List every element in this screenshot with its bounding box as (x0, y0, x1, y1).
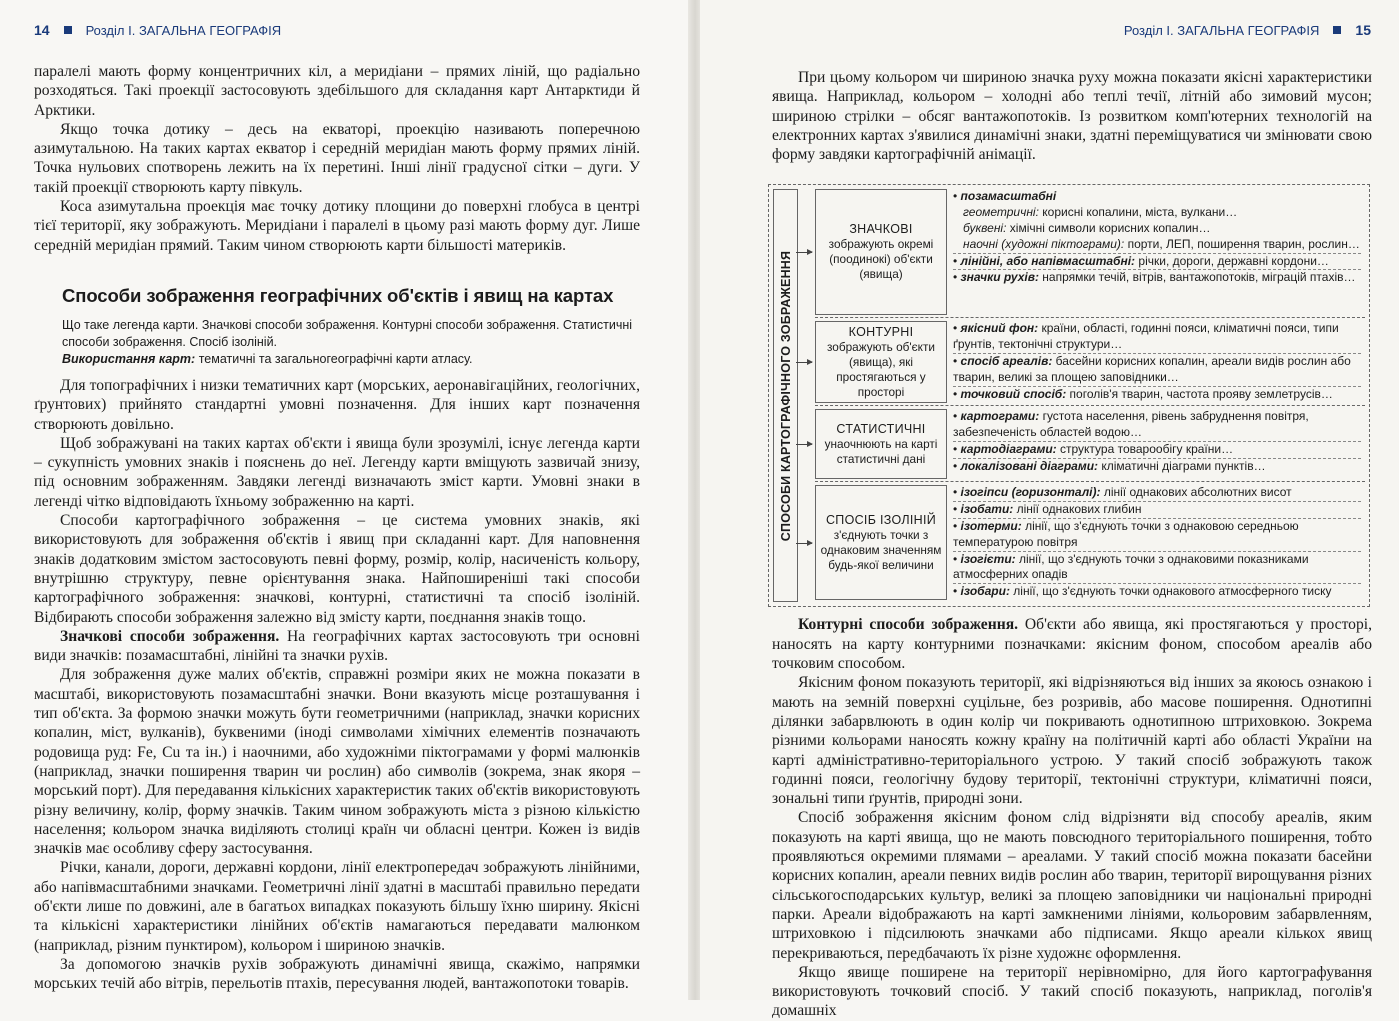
arrow-right-icon (796, 362, 812, 363)
subhead: Контурні способи зображення. (798, 616, 1019, 634)
right-running-head (1124, 22, 1371, 38)
right-running-head-text: Розділ І. ЗАГАЛЬНА ГЕОГРАФІЯ (1123, 23, 1320, 38)
list-item: • лінійні, або напівмасштабні: річки, дороги, державні кордони… (953, 253, 1361, 270)
section-title: Способи зображення географічних об'єктів і явищ на картах (62, 284, 614, 306)
paragraph: паралелі мають форму концентричних кіл, а меридіани – прямих ліній, що радіально розходяться. Такі проекції застосовують здебільшого для складання карт Антарктиди й Арктики. (34, 63, 640, 119)
paragraph: Коса азимутальна проекція має точку дотику площини до поверхні глобуса в центрі тієї території, яку зображують. Меридіани і паралелі в цьому разі мають форму дуг. Лише середній меридіан прямий. Таким чином створюють карти більшості материків. (34, 198, 640, 254)
category-box: ЗНАЧКОВІ зображують окремі (поодинокі) об'єкти (явища) (815, 189, 947, 315)
left-running-head (34, 22, 281, 38)
paragraph: Способи картографічного зображення – це система умовних знаків, які використовують для зображення об'єктів і явищ при складанні карт. Для наповнення знаків додатковим змістом застосовують певні форму, розмір, колір, насиченість кольору, внутрішню структуру, певне орієнтування знака. Найпоширеніші такі способи картографічного зображення: значкові, контурні, статистичні та спосіб ізоліній. Відбирають способи зображення залежно від змісту карти, поєднання знаків тощо. (34, 512, 640, 626)
list-item: • картограми: густота населення, рівень забруднення повітря, забезпеченість областей водою… (953, 409, 1309, 440)
list-item: • точковий спосіб: поголів'я тварин, частота прояву землетрусів… (953, 386, 1361, 403)
paragraph: Якщо точка дотику – десь на екваторі, проекцію називають поперечною азимутальною. На таких картах екватор і середній меридіан мають форму прямих ліній. Точка нульових спотворень лежить на їх перетині. Інші лінії градусної сітки – дуги. У такій проекції створюють карту півкуль. (34, 120, 640, 196)
list-item: • ізогієти: лінії, що з'єднують точки з однаковими показниками атмосферних опадів (953, 551, 1361, 584)
square-bullet-icon (1333, 26, 1341, 34)
paragraph: Спосіб зображення якісним фоном слід відрізняти від способу ареалів, яким показують на карті явища, що не мають повсюдного територіального поширення, тобто проявляються окремими плямами – ареалами. У такий спосіб можна показати басейни корисних копалин, ареали певних видів рослин або тварин, території вирощування різних сільськогосподарських культур, великі за площею заповідники чи національні природні парки. Ареали відображають на карті замкненими лініями, кольоровим забарвленням, штриховкою і підсилюють значками або підписами. Якщо ареали кількох явищ перекриваються, передбачають їх різне художнє оформлення. (772, 809, 1372, 962)
section-intro (62, 317, 642, 368)
diagram-row-statistical (815, 407, 1365, 482)
paragraph: Річки, канали, дороги, державні кордони, лінії електропередач зображують лінійними, або напівмасштабними значками. Геометричні лінії здатні в масштабі правильно передати об'єкти лише по довжині, але в багатьох випадках показують більшу їхню ширину. Якісні та кількісні характеристики лінійних об'єктів намагаються передавати малюнком (наприклад, різним пунктиром), кольором і шириною значків. (34, 859, 640, 954)
list-item: • ізобати: лінії однакових глибин (953, 501, 1361, 518)
list-item: буквені: хімічні символи корисних копалин… (963, 221, 1211, 236)
right-page-number: 15 (1355, 22, 1371, 38)
list-item: наочні (художні піктограми): порти, ЛЕП, поширення тварин, рослин… (963, 236, 1360, 251)
paragraph: Якщо явище поширене на території нерівномірно, для його картографування використовують точковий спосіб. У такий спосіб показують, наприклад, поголів'я домашніх (772, 963, 1372, 1020)
list-item: • ізобари: лінії, що з'єднують точки однакового атмосферного тиску (953, 583, 1361, 600)
paragraph: Щоб зображувані на таких картах об'єкти і явища були зрозумілі, існує легенда карти – сукупність умовних знаків і пояснень до неї. Легенду карти вміщують зазвичай знизу, під основним зображенням. Завдяки легенді визначають зміст карти. Умовні знаки в легенді чітко відповідають їхньому зображенню на карті. (34, 434, 640, 510)
list-item: • ізогіпси (горизонталі): лінії однакових абсолютних висот (953, 485, 1292, 500)
list-item: • значки рухів: напрямки течій, вітрів, вантажопотоків, міграцій птахів… (953, 269, 1361, 286)
list-item: • локалізовані діаграми: кліматичні діаграми пунктів… (953, 458, 1361, 475)
intro-usage: тематичні та загальногеографічні карти атласу. (195, 351, 473, 366)
list-item: • ізотерми: лінії, що з'єднують точки з однаковою середньою температурою повітря (953, 518, 1361, 551)
paragraph: Контурні способи зображення. Об'єкти або явища, які простягаються у просторі, наносять на карту контурними позначками: якісним фоном, способом ареалів або точковим способом. (772, 616, 1373, 673)
list-item: • позамасштабні (953, 189, 1057, 204)
arrow-right-icon (796, 543, 812, 544)
left-page-number: 14 (34, 22, 50, 38)
category-items (953, 321, 1361, 402)
arrow-right-icon (796, 252, 812, 253)
square-bullet-icon (64, 26, 72, 34)
methods-diagram (768, 184, 1370, 607)
left-page (0, 0, 690, 1000)
category-items (953, 409, 1361, 474)
subhead: Значкові способи зображення. (60, 627, 280, 645)
diagram-row-isolines (815, 483, 1365, 602)
diagram-vertical-title: СПОСОБИ КАРТОГРАФІЧНОГО ЗОБРАЖЕННЯ (773, 189, 798, 602)
left-body (34, 62, 640, 993)
intro-label: Використання карт: (62, 351, 196, 366)
list-item: • якісний фон: країни, області, годинні пояси, кліматичні пояси, типи ґрунтів, тектонічні структури… (953, 321, 1339, 352)
category-items (953, 189, 1361, 286)
category-box: СПОСІБ ІЗОЛІНІЙ з'єднують точки з однаковим значенням будь-якої величини (815, 485, 947, 600)
arrow-right-icon (796, 444, 812, 445)
paragraph: Значкові способи зображення. На географічних картах застосовують три основні види значків: позамасштабні, лінійні та значки рухів. (34, 627, 640, 665)
paragraph: Для зображення дуже малих об'єктів, справжні розміри яких не можна показати в масштабі, використовують позамасштабні значки. Вони вказують місце розташування і тип об'єкта. За формою значки можуть бути геометричними (наприклад, значки корисних копалин, міст, вулканів), буквеними (іноді символами хімічних елементів позначають родовища руд: Fe, Cu та ін.) і наочними, або художніми піктограмами у формі малюнків (наприклад, значки поширення тварин чи рослин) або символів (зокрема, знак якоря – морський порт). Для передавання кількісних характеристик таких об'єктів використовують різну величину, колір, форму значків. Таким чином зображують міста з різною кількістю населення; кольором значка виділяють столиці країн чи обласні центри. Кожен із видів значків має особливу сферу застосування. (34, 666, 640, 858)
list-item: • спосіб ареалів: басейни корисних копалин, ареали видів рослин або тварин, великі за площею заповідники… (953, 353, 1361, 386)
paragraph: Якісним фоном показують території, які відрізняються від інших за якоюсь ознакою і мають на земній поверхні суцільне, без розривів, або масове поширення. Однотипні ділянки забарвлюють в один колір чи покривають однотипною штриховкою. Зокрема різними кольорами наносять кожну країну на політичній карті або області України на карті адміністративно-територіального устрою. У такий спосіб зображують також годинні пояси, геологічну будову території, тектонічні структури, кліматичні пояси, зональні типи ґрунтів, природні зони. (772, 674, 1372, 808)
list-item: • картодіаграми: структура товарообігу країни… (953, 441, 1361, 458)
intro-topics: Що таке легенда карти. Значкові способи зображення. Контурні способи зображення. Статистичні способи зображення. Спосіб ізоліній. (62, 317, 633, 349)
list-item: геометричні: корисні копалини, міста, вулкани… (963, 205, 1238, 220)
paragraph: За допомогою значків рухів зображують динамічні явища, скажімо, напрямки морських течій або вітрів, перельотів птахів, пересування людей, вантажопотоки товарів. (34, 955, 640, 993)
paragraph: При цьому кольором чи шириною значка руху можна показати якісні характеристики явища. Наприклад, кольором – холодні або теплі течії, літній або зимовий мусон; шириною стрілки – обсяг вантажопотоків. Із розвитком комп'ютерних технологій на електронних картах з'явилися динамічні знаки, здатні переміщуватися чи змінювати свою форму завдяки картографічній анімації. (772, 69, 1372, 164)
left-running-head-text: Розділ І. ЗАГАЛЬНА ГЕОГРАФІЯ (85, 23, 282, 38)
category-items (953, 485, 1361, 600)
diagram-row-contour (815, 319, 1365, 406)
category-box: КОНТУРНІ зображують об'єкти (явища), які простягаються у просторі (815, 321, 947, 403)
right-body (772, 68, 1372, 1021)
paragraph: Для топографічних і низки тематичних карт (морських, аеронавігаційних, геологічних, ґрунтових) прийнято стандартні умовні позначення. Для інших карт позначення створюють довільно. (34, 376, 640, 433)
category-box: СТАТИСТИЧНІ унаочнюють на карті статистичні дані (815, 409, 947, 479)
diagram-row-signs (815, 187, 1365, 318)
